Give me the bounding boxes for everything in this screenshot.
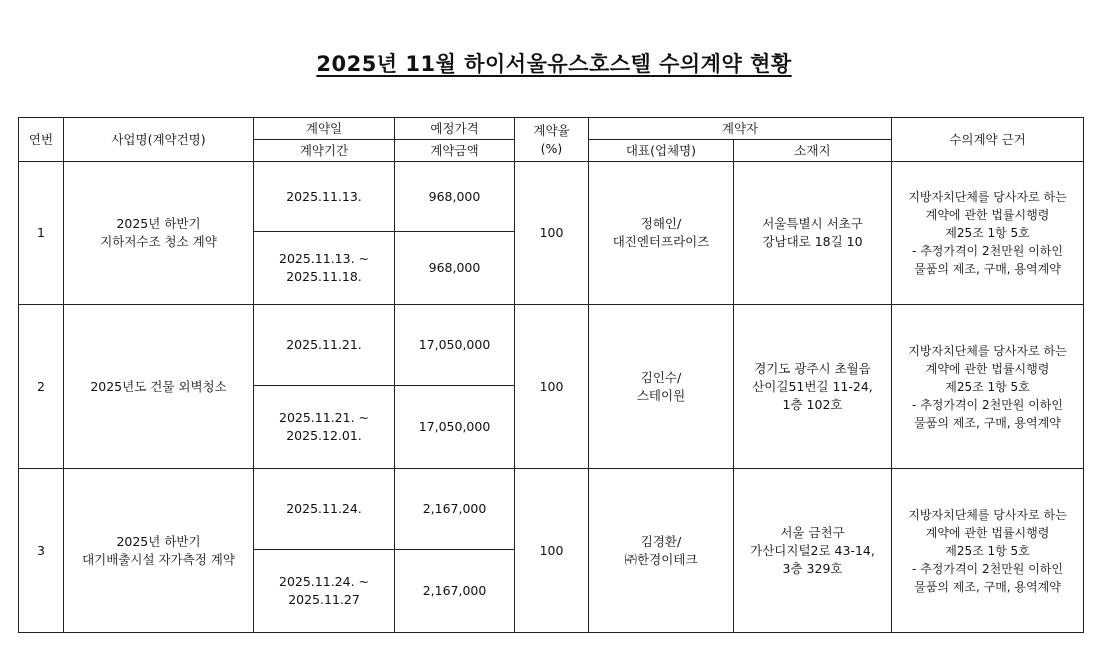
row-rate: 100 xyxy=(515,469,589,633)
row-representative: 정해인/ 대진엔터프라이즈 xyxy=(589,162,734,305)
row-basis: 지방자치단체를 당사자로 하는 계약에 관한 법률시행령 제25조 1항 5호 - 추정가격이 2천만원 이하인 물품의 제조, 구매, 용역계약 xyxy=(892,305,1084,469)
header-representative: 대표(업체명) xyxy=(589,140,734,162)
row-contract-period: 2025.11.24. ~ 2025.11.27 xyxy=(254,550,395,633)
row-no: 3 xyxy=(19,469,64,633)
row-basis: 지방자치단체를 당사자로 하는 계약에 관한 법률시행령 제25조 1항 5호 - 추정가격이 2천만원 이하인 물품의 제조, 구매, 용역계약 xyxy=(892,162,1084,305)
row-project: 2025년도 건물 외벽청소 xyxy=(64,305,254,469)
header-contract-amount: 계약금액 xyxy=(395,140,515,162)
page-title-text: 2025년 11월 하이서울유스호스텔 수의계약 현황 xyxy=(316,52,792,76)
row-no: 1 xyxy=(19,162,64,305)
row-rate: 100 xyxy=(515,305,589,469)
row-location: 서울 금천구 가산디지털2로 43-14, 3층 329호 xyxy=(734,469,892,633)
header-contract-period: 계약기간 xyxy=(254,140,395,162)
row-contract-date: 2025.11.24. xyxy=(254,469,395,550)
page-title xyxy=(0,48,1108,78)
row-contract-amount: 968,000 xyxy=(395,232,515,305)
header-no: 연번 xyxy=(19,118,64,162)
header-row-1 xyxy=(19,118,1084,140)
row-location: 경기도 광주시 초월읍 산이길51번길 11-24, 1층 102호 xyxy=(734,305,892,469)
row-contract-date: 2025.11.13. xyxy=(254,162,395,232)
row-basis: 지방자치단체를 당사자로 하는 계약에 관한 법률시행령 제25조 1항 5호 - 추정가격이 2천만원 이하인 물품의 제조, 구매, 용역계약 xyxy=(892,469,1084,633)
header-estimated-price: 예정가격 xyxy=(395,118,515,140)
row-contract-period: 2025.11.13. ~ 2025.11.18. xyxy=(254,232,395,305)
row-estimated-price: 17,050,000 xyxy=(395,305,515,386)
row-location: 서울특별시 서초구 강남대로 18길 10 xyxy=(734,162,892,305)
row-project: 2025년 하반기 대기배출시설 자가측정 계약 xyxy=(64,469,254,633)
row-no: 2 xyxy=(19,305,64,469)
row-contract-amount: 2,167,000 xyxy=(395,550,515,633)
row-representative: 김인수/ 스테이원 xyxy=(589,305,734,469)
contracts-table xyxy=(18,117,1084,633)
row-contract-date: 2025.11.21. xyxy=(254,305,395,386)
row-project: 2025년 하반기 지하저수조 청소 계약 xyxy=(64,162,254,305)
header-contract-date: 계약일 xyxy=(254,118,395,140)
row-representative: 김경환/ ㈜한경이테크 xyxy=(589,469,734,633)
row-estimated-price: 968,000 xyxy=(395,162,515,232)
header-basis: 수의계약 근거 xyxy=(892,118,1084,162)
table-row xyxy=(19,162,1084,232)
header-location: 소재지 xyxy=(734,140,892,162)
row-contract-period: 2025.11.21. ~ 2025.12.01. xyxy=(254,386,395,469)
row-estimated-price: 2,167,000 xyxy=(395,469,515,550)
header-rate: 계약율 (%) xyxy=(515,118,589,162)
row-rate: 100 xyxy=(515,162,589,305)
table-row xyxy=(19,305,1084,386)
row-contract-amount: 17,050,000 xyxy=(395,386,515,469)
header-contractor: 계약자 xyxy=(589,118,892,140)
header-project: 사업명(계약건명) xyxy=(64,118,254,162)
table-row xyxy=(19,469,1084,550)
